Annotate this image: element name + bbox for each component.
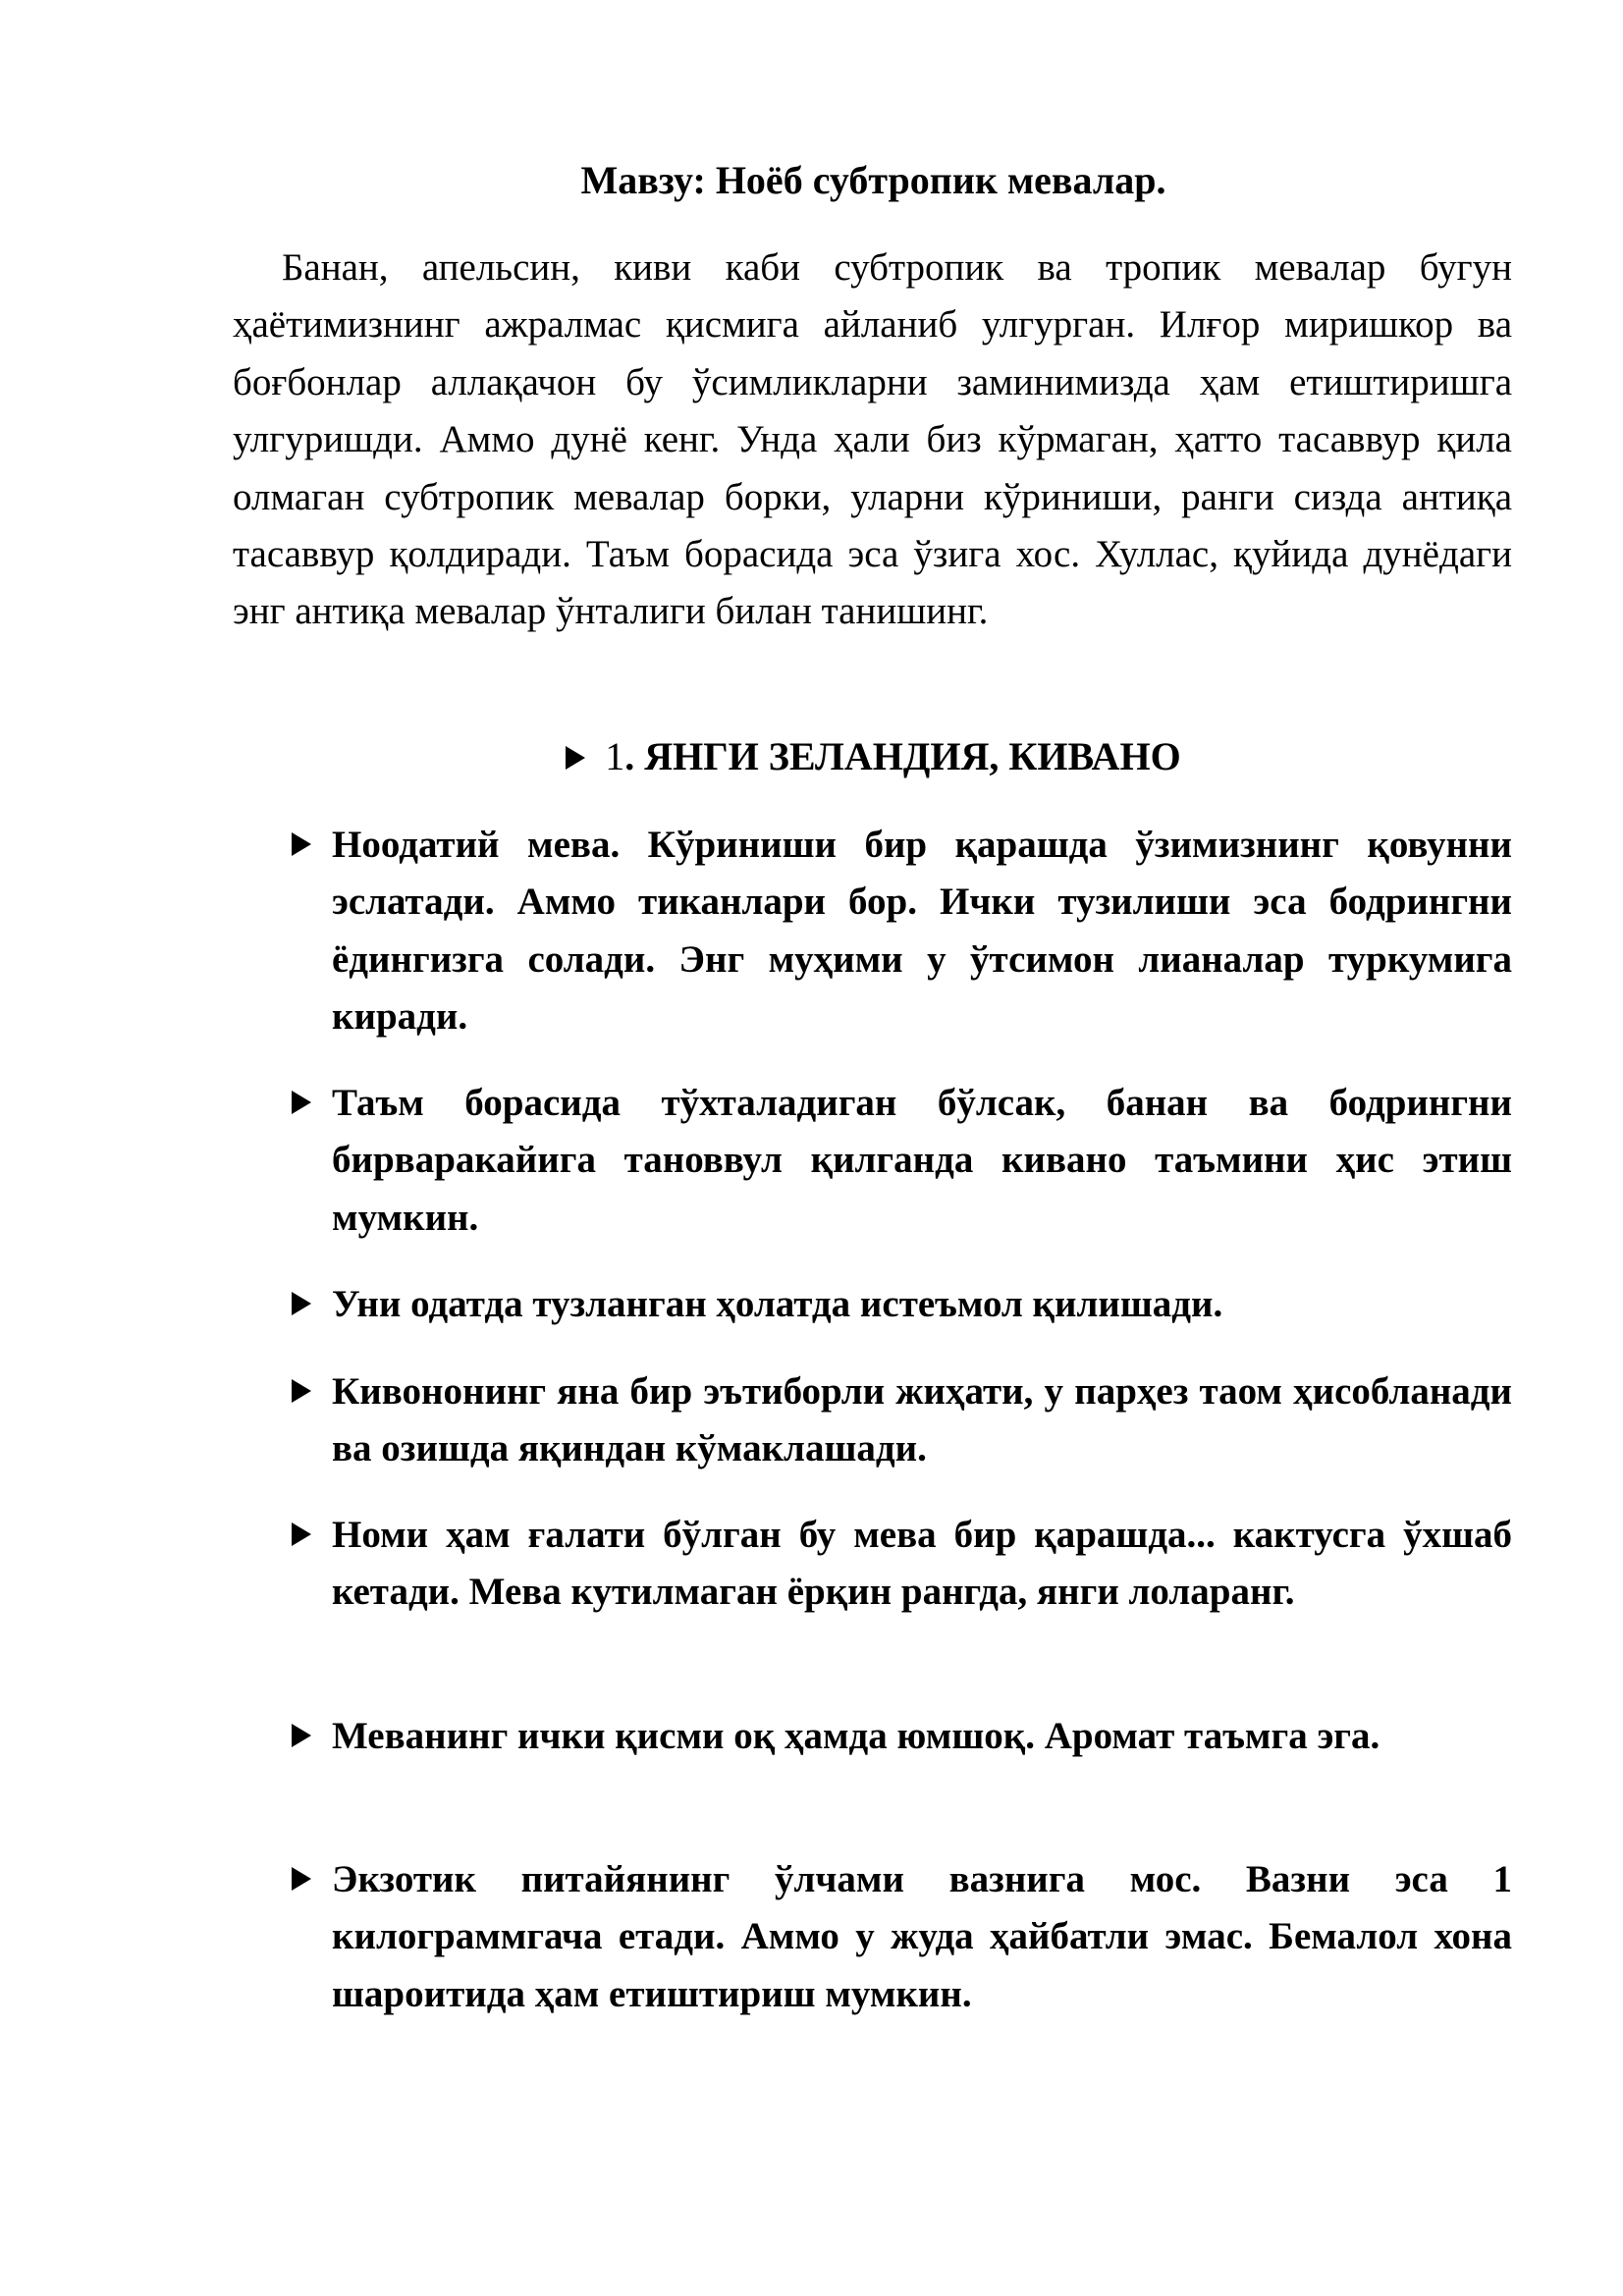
section-number: 1: [605, 734, 625, 778]
list-item: [292, 1708, 1512, 1765]
list-item: [292, 1851, 1512, 2023]
right-triangle-icon: [292, 1724, 311, 1747]
right-triangle-icon: [292, 832, 311, 856]
page-title: Мавзу: Ноёб субтропик мевалар.: [580, 158, 1166, 202]
bullet-text: Таъм борасида тўхталадиган бўлсак, банан ва бодрингни бирваракайига тановвул қилганда кивано таъмини ҳис этиш мумкин.: [332, 1082, 1512, 1239]
intro-paragraph: Банан, апельсин, киви каби субтропик ва тропик мевалар бугун ҳаётимизнинг ажралмас қисмига айланиб улгурган. Илғор миришкор ва боғбонлар аллақачон бу ўсимликларни заминимизда ҳам етиштиришга улгуришди. Аммо дунё кенг. Унда ҳали биз кўрмаган, ҳатто тасаввур қила олмаган субтропик мевалар борки, уларни кўриниши, ранги сизда антиқа тасаввур қолдиради. Таъм борасида эса ўзига хос. Хуллас, қуйида дунёдаги энг антиқа мевалар ўнталиги билан танишинг.: [233, 246, 1512, 633]
list-item: [292, 1075, 1512, 1247]
right-triangle-icon: [292, 1091, 311, 1114]
right-triangle-icon: [292, 1522, 311, 1546]
bullet-text: Кивононинг яна бир эътиборли жиҳати, у парҳез таом ҳисобланади ва озишда яқиндан кўмаклашади.: [332, 1370, 1512, 1470]
section-title: . ЯНГИ ЗЕЛАНДИЯ, КИВАНО: [624, 734, 1181, 778]
right-triangle-icon: [292, 1292, 311, 1315]
bullet-text: Ноодатий мева. Кўриниши бир қарашда ўзимизнинг қовунни эслатади. Аммо тиканлари бор. Ички тузилиши эса бодрингни ёдингизга солади. Энг муҳими у ўтсимон лианалар туркумига киради.: [332, 824, 1512, 1039]
bullet-text: Меванинг ички қисми оқ ҳамда юмшоқ. Аромат таъмга эга.: [332, 1715, 1380, 1757]
right-triangle-icon: [292, 1867, 311, 1891]
list-item: [292, 1507, 1512, 1622]
bullet-text: Экзотик питайянинг ўлчами вазнига мос. Вазни эса 1 килограммгача етади. Аммо у жуда ҳайбатли эмас. Бемалол хона шароитида ҳам етиштириш мумкин.: [332, 1858, 1512, 2015]
list-item: [292, 1363, 1512, 1478]
list-item: [292, 1276, 1512, 1333]
right-triangle-icon: [292, 1379, 311, 1403]
bullet-text: Номи ҳам ғалати бўлган бу мева бир қарашда... кактусга ўхшаб кетади. Мева кутилмаган ёрқин рангда, янги лоларанг.: [332, 1514, 1512, 1614]
list-item: [292, 817, 1512, 1046]
bullet-text: Уни одатда тузланган ҳолатда истеъмол қилишади.: [332, 1283, 1223, 1325]
